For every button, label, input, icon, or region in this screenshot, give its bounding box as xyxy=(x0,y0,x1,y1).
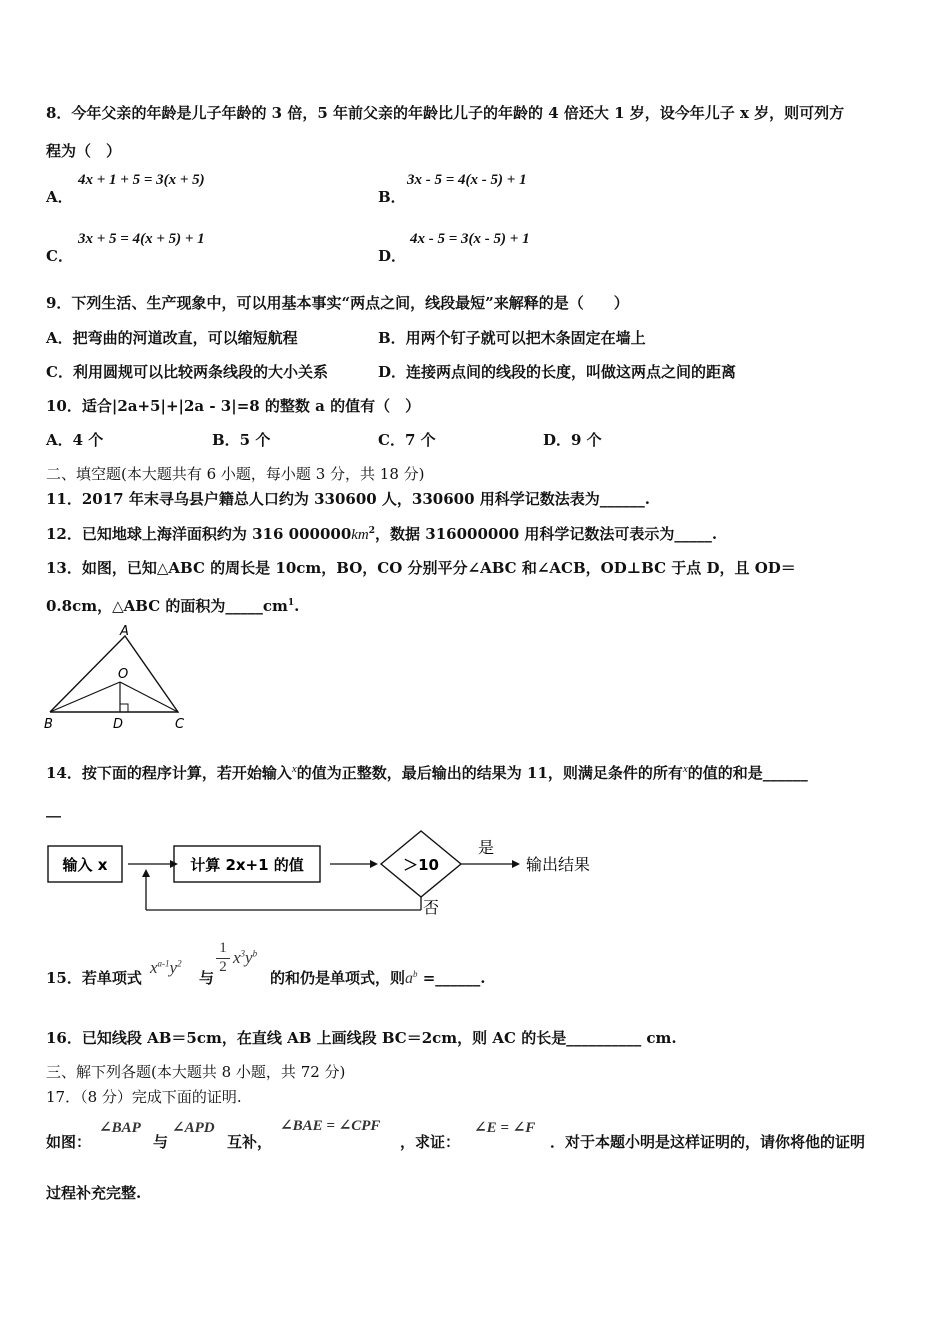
q12-text-after: ，数据 316000000 用科学记数法可表示为_____. xyxy=(375,525,718,543)
q17-p5: ．对于本题小明是这样证明的，请你将他的证明 xyxy=(550,1133,866,1151)
q8-option-d-expr: 4x - 5 = 3(x - 5) + 1 xyxy=(410,231,530,247)
q15-m1-y: y xyxy=(169,958,178,977)
q17-title: 17．（8 分）完成下面的证明. xyxy=(46,1088,242,1106)
q12-unit-exp: 2 xyxy=(368,526,376,536)
q9-option-c[interactable]: C．利用圆规可以比较两条线段的大小关系 xyxy=(46,363,328,381)
q14-part1: 14．按下面的程序计算，若开始输入 xyxy=(46,764,292,782)
section-2-heading: 二、填空题(本大题共有 6 小题，每小题 3 分，共 18 分) xyxy=(46,465,425,483)
q15-monomial-1 xyxy=(150,958,182,978)
q10-option-d[interactable]: D．9 个 xyxy=(543,431,602,449)
q8-option-c[interactable] xyxy=(46,245,73,266)
triangle-abc xyxy=(50,636,178,712)
q12-unit: km xyxy=(351,527,369,543)
q14-flowchart xyxy=(40,825,620,920)
q15-m1-yexp: 2 xyxy=(177,958,182,969)
q8-option-d-label: D． xyxy=(378,247,407,265)
section-3-heading: 三、解下列各题(本大题共 8 小题，共 72 分) xyxy=(46,1063,346,1081)
q15-m1-x: x xyxy=(150,958,158,977)
flow-compute-label: 计算 2x+1 的值 xyxy=(190,856,304,874)
q8-option-b-expr: 3x - 5 = 4(x - 5) + 1 xyxy=(407,172,527,188)
q15-after-text: 的和仍是单项式，则 xyxy=(270,969,406,987)
q10-option-b[interactable]: B．5 个 xyxy=(212,431,271,449)
q9-option-a[interactable]: A．把弯曲的河道改直，可以缩短航程 xyxy=(46,329,298,347)
q15-m2-xexp: 3 xyxy=(240,948,246,959)
q15-m1-xexp: a-1 xyxy=(157,958,170,969)
q15-res-exp: b xyxy=(413,969,418,979)
q14-stem-line2: __ xyxy=(46,800,61,818)
q17-p3: 互补， xyxy=(227,1133,273,1151)
q14-var1: x xyxy=(291,763,297,775)
q17-line2: 过程补充完整. xyxy=(46,1184,142,1202)
q16-stem: 16．已知线段 AB＝5cm，在直线 AB 上画线段 BC＝2cm，则 AC 的长是__________ cm. xyxy=(46,1029,677,1047)
q8-option-b[interactable] xyxy=(378,186,406,207)
q15-fraction xyxy=(216,940,230,976)
q17-m3: ∠BAE = ∠CPF xyxy=(280,1118,381,1134)
flow-no-label: 否 xyxy=(423,898,440,917)
q15-monomial-2 xyxy=(233,948,257,968)
q13-unit-exp: 1 xyxy=(287,598,295,608)
q8-option-a-expr: 4x + 1 + 5 = 3(x + 5) xyxy=(78,172,205,188)
q15-before: 15．若单项式 xyxy=(46,969,142,987)
q10-option-a[interactable]: A．4 个 xyxy=(46,431,104,449)
flow-output-label: 输出结果 xyxy=(526,855,591,874)
q9-option-b[interactable]: B．用两个钉子就可以把木条固定在墙上 xyxy=(378,329,646,347)
label-d: D xyxy=(113,717,124,732)
q8-option-a[interactable] xyxy=(46,186,73,207)
label-a: A xyxy=(120,624,129,639)
q17-p4: ，求证： xyxy=(400,1133,461,1151)
flow-input-label: 输入 x xyxy=(62,856,108,874)
q14-part2: 的值为正整数，最后输出的结果为 11，则满足条件的所有 xyxy=(296,764,683,782)
q8-option-b-label: B． xyxy=(378,188,406,206)
q8-option-a-label: A． xyxy=(46,188,73,206)
q15-res-base: a xyxy=(405,970,414,987)
q14-part3: 的值的和是______ xyxy=(687,764,808,782)
q10-stem: 10．适合|2a+5|+|2a - 3|=8 的整数 a 的值有（ ） xyxy=(46,397,421,415)
q17-m4: ∠E = ∠F xyxy=(474,1120,536,1136)
q12-stem xyxy=(46,523,717,544)
q15-m2-y: y xyxy=(245,948,253,967)
segment-bo xyxy=(50,682,120,712)
label-o: O xyxy=(118,667,129,682)
label-b: B xyxy=(44,717,53,732)
q12-text-before: 12．已知地球上海洋面积约为 316 000000 xyxy=(46,525,352,543)
q13-triangle-figure xyxy=(40,620,200,735)
right-angle-mark xyxy=(120,704,128,712)
q10-option-c[interactable]: C．7 个 xyxy=(378,431,436,449)
q15-mid: 与 xyxy=(199,969,215,987)
q14-stem-line1 xyxy=(46,762,808,783)
q8-option-c-expr: 3x + 5 = 4(x + 5) + 1 xyxy=(78,231,205,247)
flow-arrowhead-yes xyxy=(512,860,520,868)
q17-p1: 如图： xyxy=(46,1133,92,1151)
q8-option-c-label: C． xyxy=(46,247,73,265)
q8-stem-line1: 8．今年父亲的年龄是儿子年龄的 3 倍，5 年前父亲的年龄比儿子的年龄的 4 倍还大 1 岁，设今年儿子 x 岁，则可列方 xyxy=(46,104,845,122)
q17-m2: ∠APD xyxy=(172,1120,215,1136)
q13-line2-end: . xyxy=(294,597,300,615)
q13-stem-line1: 13．如图，已知△ABC 的周长是 10cm，BO，CO 分别平分∠ABC 和∠ACB，OD⊥BC 于点 D，且 OD＝ xyxy=(46,559,796,577)
q15-frac-den: 2 xyxy=(216,958,230,976)
q11-stem: 11．2017 年末寻乌县户籍总人口约为 330600 人，330600 用科学记数法表为______. xyxy=(46,490,650,508)
q14-var2: x xyxy=(682,763,688,775)
q15-stem xyxy=(46,967,142,988)
q15-frac-num: 1 xyxy=(219,940,227,956)
flow-condition-label: ＞10 xyxy=(403,856,439,874)
q9-stem: 9．下列生活、生产现象中，可以用基本事实“两点之间，线段最短”来解释的是（ ） xyxy=(46,294,629,312)
flow-arrowhead-no xyxy=(142,869,150,877)
q15-end: =______. xyxy=(417,969,486,987)
flow-arrowhead-2 xyxy=(370,860,378,868)
label-c: C xyxy=(175,717,185,732)
flow-yes-label: 是 xyxy=(478,838,495,857)
q8-stem-line2: 程为（ ） xyxy=(46,142,122,160)
q15-after xyxy=(270,967,486,988)
q9-option-d[interactable]: D．连接两点间的线段的长度，叫做这两点之间的距离 xyxy=(378,363,737,381)
q15-m2-x: x xyxy=(233,948,241,967)
q15-m2-yexp: b xyxy=(252,948,258,959)
q8-option-d[interactable] xyxy=(378,245,406,266)
q13-stem-line2 xyxy=(46,595,299,616)
segment-co xyxy=(120,682,178,712)
q17-m1: ∠BAP xyxy=(99,1120,141,1136)
q17-p2: 与 xyxy=(153,1133,169,1151)
q13-line2-text: 0.8cm，△ABC 的面积为_____cm xyxy=(46,597,288,615)
